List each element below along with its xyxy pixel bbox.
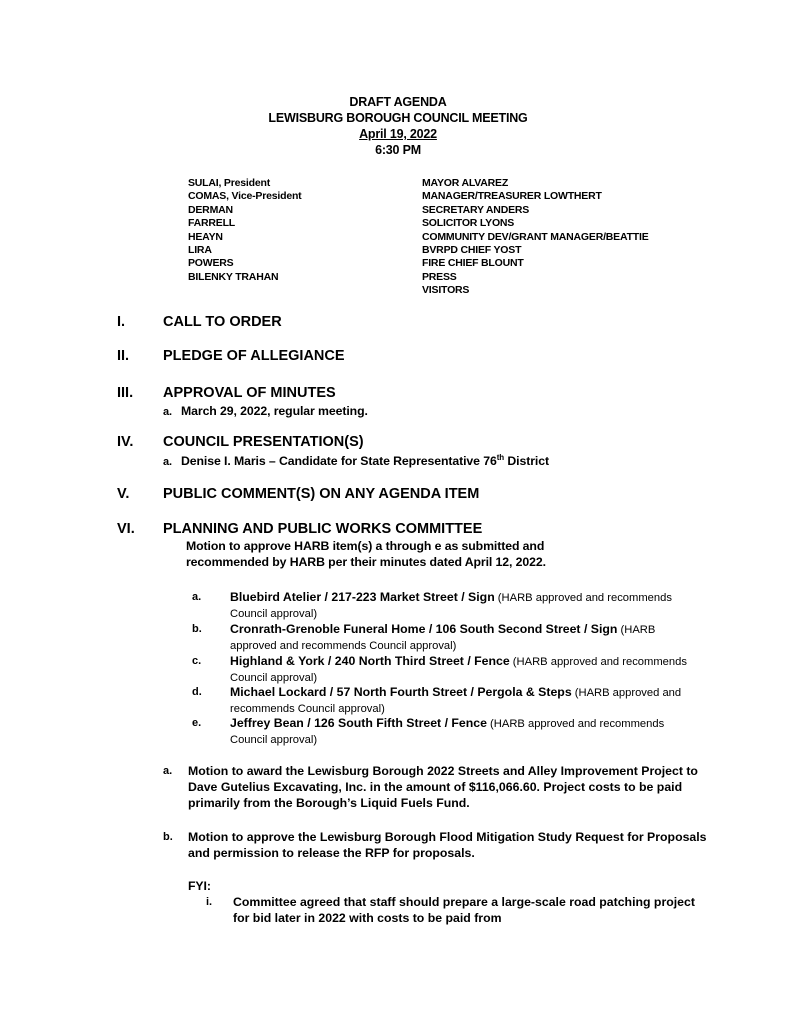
item-note: (HARB approved and recommends Council approval) [230,592,672,620]
item-superscript: th [496,452,505,462]
section-number: IV. [117,434,134,450]
section-call-to-order [117,314,282,330]
attendee: BVRPD CHIEF YOST [422,244,522,257]
attendee: MAYOR ALVAREZ [422,177,509,189]
item-note: (HARB approved and recommends Council approval) [230,656,687,684]
section-pledge [117,348,345,364]
attendee: FIRE CHIEF BLOUNT [422,257,524,270]
item-letter: d. [192,686,202,698]
section-number: I. [117,314,126,330]
item-text: Motion to approve the Lewisburg Borough Flood Mitigation Study Request for Proposals and permission to release the RFP for proposals. [188,830,707,861]
meeting-name: LEWISBURG BOROUGH COUNCIL MEETING [268,111,528,125]
item-title: Highland & York / 240 North Third Street / Fence [230,654,510,668]
attendee: DERMAN [188,203,233,216]
item-letter: a. [192,591,202,603]
attendee: HEAYN [188,230,223,243]
attendee: SOLICITOR LYONS [422,217,515,230]
attendee: LIRA [188,244,212,257]
section-number: VI. [117,521,135,537]
attendee: PRESS [422,270,457,283]
item-title: Michael Lockard / 57 North Fourth Street / Pergola & Steps [230,685,572,699]
attendee: BILENKY TRAHAN [188,270,279,283]
item-text: Denise I. Maris – Candidate for State Representative 76 [181,454,497,468]
meeting-date: April 19, 2022 [359,127,437,141]
attendee: FARRELL [188,217,236,230]
section-title: CALL TO ORDER [163,314,282,330]
item-note: (HARB approved and recommends Council approval) [230,718,665,746]
item-note: (HARB approved and recommends Council approval) [230,687,682,715]
harb-item [192,685,692,717]
section-approval-of-minutes [117,385,336,401]
doc-title: DRAFT AGENDA [349,95,447,109]
item-letter: b. [163,831,173,843]
harb-item [192,716,692,748]
attendee: COMAS, Vice-President [188,190,302,203]
motion-item [163,763,723,829]
attendee: SECRETARY ANDERS [422,203,530,216]
attendees-left [188,177,301,284]
fyi-label: FYI: [188,879,211,893]
attendee: COMMUNITY DEV/GRANT MANAGER/BEATTIE [422,230,649,243]
section-title: PLANNING AND PUBLIC WORKS COMMITTEE [163,521,483,537]
harb-motion-line: recommended by HARB per their minutes dated April 12, 2022. [186,555,546,569]
attendee: MANAGER/TREASURER LOWTHERT [422,190,602,203]
item-letter: a. [163,765,173,777]
item-text: March 29, 2022, regular meeting. [181,404,368,418]
section-title: COUNCIL PRESENTATION(S) [163,434,364,450]
section-title: PLEDGE OF ALLEGIANCE [163,348,345,364]
item-letter: a. [163,406,172,418]
section-title: PUBLIC COMMENT(S) ON ANY AGENDA ITEM [163,486,480,502]
harb-item [192,622,692,654]
item-letter: e. [192,717,202,729]
section-public-comment [117,486,479,502]
section-number: III. [117,385,134,401]
fyi-item [206,894,726,928]
section-council-presentations [117,434,364,450]
attendee: POWERS [188,257,234,270]
item-title: Cronrath-Grenoble Funeral Home / 106 South Second Street / Sign [230,622,618,636]
section-planning-public-works [117,521,482,537]
item-title: Bluebird Atelier / 217-223 Market Street / Sign [230,590,495,604]
minutes-item [163,403,368,420]
attendees-right [422,177,649,298]
harb-motion-line: Motion to approve HARB item(s) a through e as submitted and [186,539,545,553]
item-text-end: District [504,454,549,468]
harb-item [192,590,692,622]
item-number: i. [206,896,213,908]
meeting-time: 6:30 PM [375,143,421,157]
item-letter: c. [192,655,202,667]
motion-item [163,829,723,863]
item-note: (HARB approved and recommends Council approval) [230,624,656,652]
attendee: VISITORS [422,284,470,297]
item-letter: b. [192,623,202,635]
section-number: II. [117,348,130,364]
section-number: V. [117,486,130,502]
harb-item [192,654,692,686]
attendee: SULAI, President [188,177,270,189]
item-letter: a. [163,456,172,468]
presentation-item [163,453,549,470]
item-title: Jeffrey Bean / 126 South Fifth Street / Fence [230,716,487,730]
item-text: Committee agreed that staff should prepare a large-scale road patching project for bid later in 2022 with costs to be paid from [233,895,695,926]
section-title: APPROVAL OF MINUTES [163,385,336,401]
item-text: Motion to award the Lewisburg Borough 2022 Streets and Alley Improvement Project to Dave Gutelius Excavating, Inc. in the amount of $116,066.60. Project costs to be paid primarily from the Borough’s Liquid Fuels Fund. [188,764,698,811]
